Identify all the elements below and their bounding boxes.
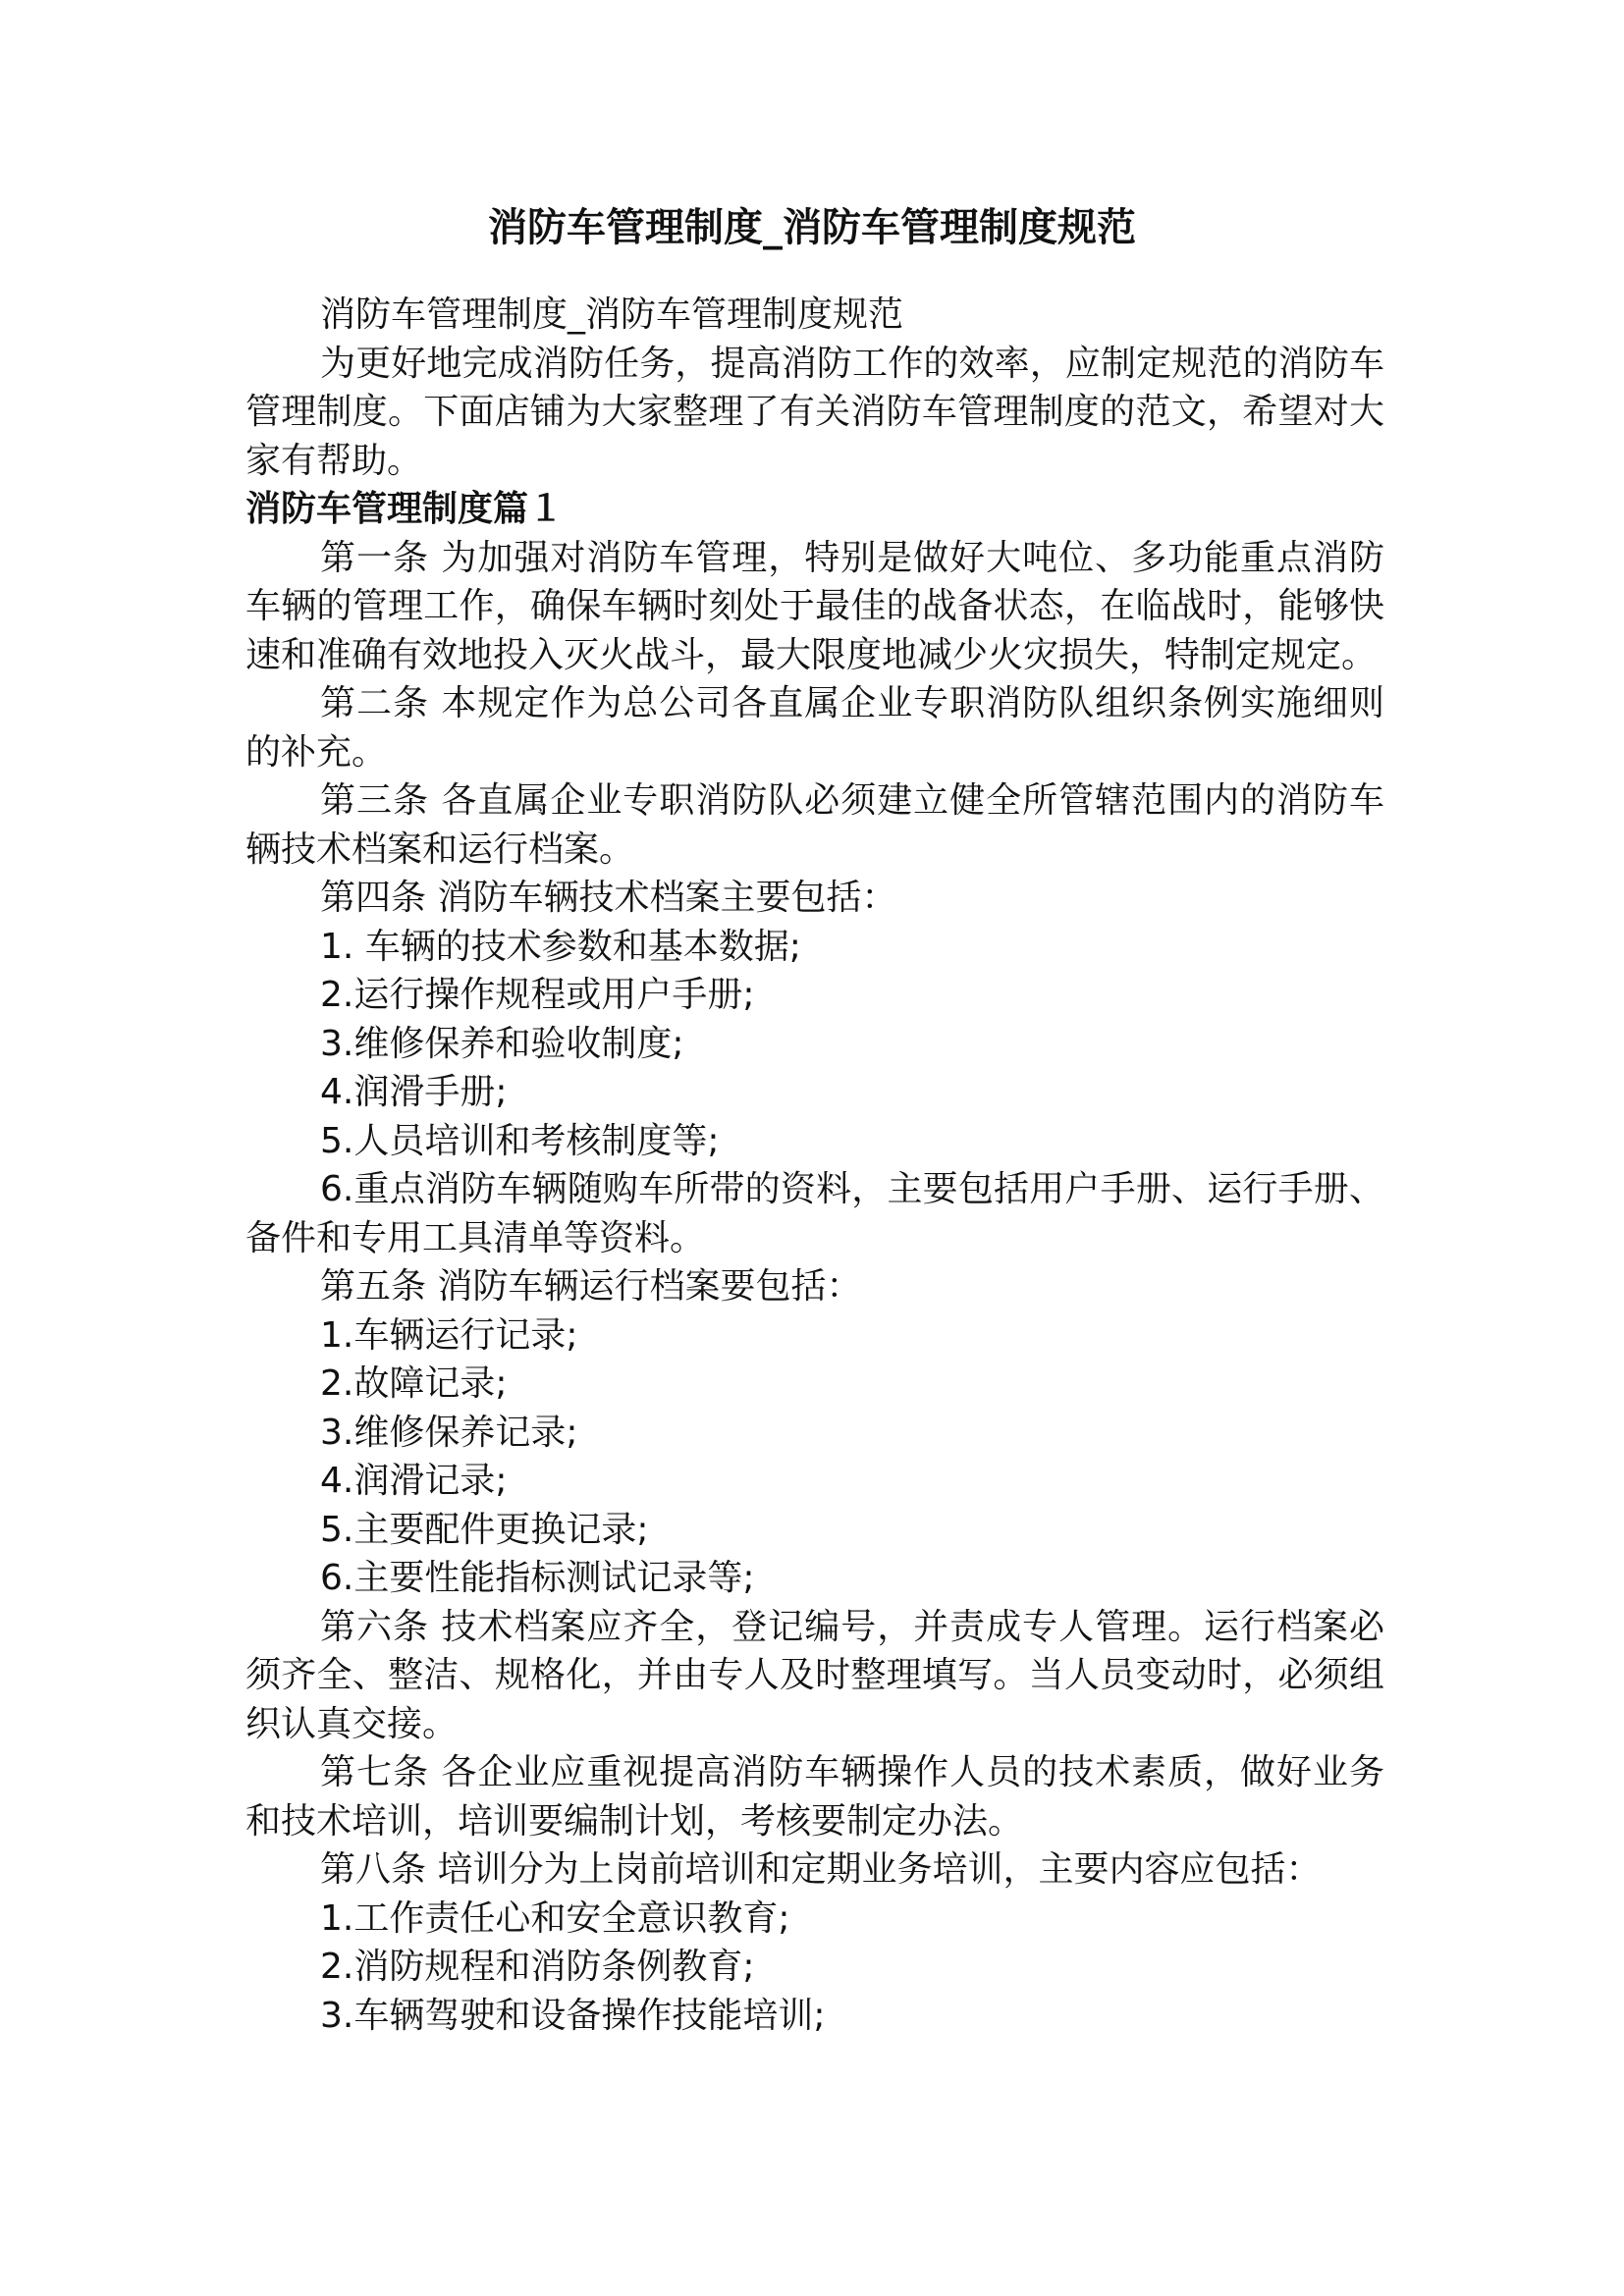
- list-item: 6.主要性能指标测试记录等;: [320, 1558, 755, 1598]
- list-item: 5.人员培训和考核制度等;: [320, 1120, 720, 1161]
- list-item: 6.重点消防车辆随购车所带的资料，主要包括用户手册、运行手册、备件和专用工具清单等资料。: [245, 1169, 1384, 1258]
- list-item: 3.维修保养记录;: [320, 1412, 578, 1453]
- paragraph: 第一条 为加强对消防车管理，特别是做好大吨位、多功能重点消防车辆的管理工作，确保车辆时刻处于最佳的战备状态，在临战时，能够快速和准确有效地投入灭火战斗，最大限度地减少火灾损失，特制定规定。: [245, 537, 1384, 675]
- list-item: 4.润滑记录;: [320, 1461, 508, 1501]
- paragraph: 第五条 消防车辆运行档案要包括：: [320, 1266, 862, 1307]
- list-item: 5.主要配件更换记录;: [320, 1509, 649, 1550]
- list-item: 3.维修保养和验收制度;: [320, 1023, 684, 1064]
- list-item: 3.车辆驾驶和设备操作技能培训;: [320, 1995, 826, 2036]
- paragraph: 第四条 消防车辆技术档案主要包括：: [320, 878, 897, 918]
- document-body: [245, 291, 1384, 2040]
- list-item: 4.润滑手册;: [320, 1072, 508, 1112]
- document-title: 消防车管理制度_消防车管理制度规范: [488, 205, 1136, 250]
- paragraph: 第二条 本规定作为总公司各直属企业专职消防队组织条例实施细则的补充。: [245, 683, 1384, 773]
- list-item: 1.车辆运行记录;: [320, 1314, 578, 1356]
- list-item: 1. 车辆的技术参数和基本数据;: [320, 926, 801, 967]
- intro-paragraph: 消防车管理制度_消防车管理制度规范: [320, 294, 904, 335]
- paragraph: 第三条 各直属企业专职消防队必须建立健全所管辖范围内的消防车辆技术档案和运行档案。: [245, 780, 1384, 870]
- list-item: 1.工作责任心和安全意识教育;: [320, 1897, 790, 1939]
- paragraph: 第七条 各企业应重视提高消防车辆操作人员的技术素质，做好业务和技术培训，培训要编制计划，考核要制定办法。: [245, 1752, 1384, 1842]
- list-item: 2.运行操作规程或用户手册;: [320, 975, 755, 1015]
- paragraph: 第八条 培训分为上岗前培训和定期业务培训，主要内容应包括：: [320, 1849, 1322, 1890]
- list-item: 2.故障记录;: [320, 1363, 508, 1404]
- list-item: 2.消防规程和消防条例教育;: [320, 1947, 755, 1987]
- section-heading: 消防车管理制度篇１: [245, 489, 565, 529]
- paragraph: 第六条 技术档案应齐全，登记编号，并责成专人管理。运行档案必须齐全、整洁、规格化，并由专人及时整理填写。当人员变动时，必须组织认真交接。: [245, 1606, 1384, 1744]
- intro-paragraph: 为更好地完成消防任务，提高消防工作的效率，应制定规范的消防车管理制度。下面店铺为大家整理了有关消防车管理制度的范文，希望对大家有帮助。: [245, 343, 1384, 481]
